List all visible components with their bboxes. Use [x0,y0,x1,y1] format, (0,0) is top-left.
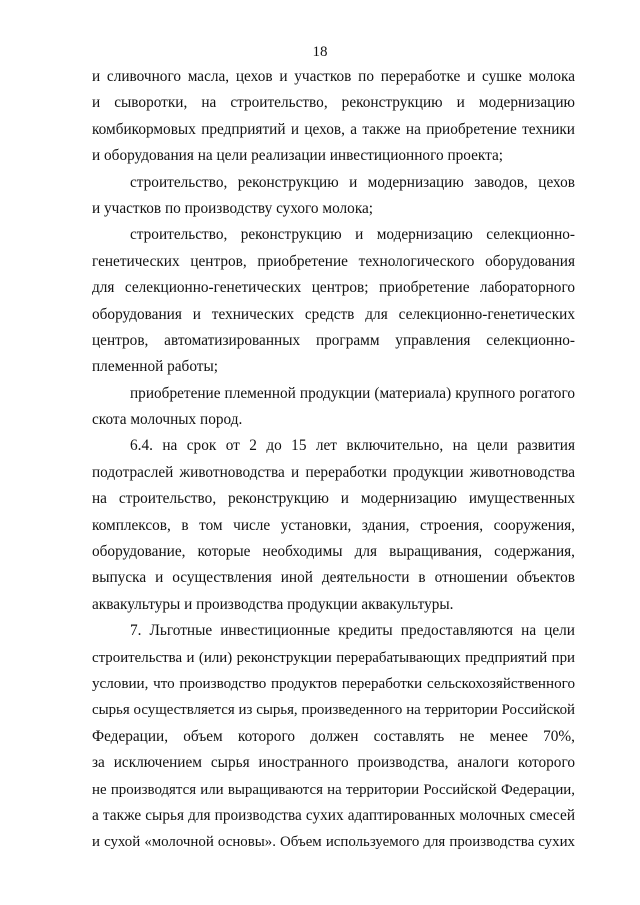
text-line: сырья осуществляется из сырья, произведенного на территории Российской [92,702,575,719]
text-line: а также сырья для производства сухих адаптированных молочных смесей [92,806,575,824]
text-line: строительство, реконструкцию и модернизацию селекционно- [130,226,575,244]
document-body [92,64,575,856]
text-line: скота молочных пород. [92,411,243,429]
text-line: 7. Льготные инвестиционные кредиты предоставляются на цели [130,622,575,640]
page-number: 18 [312,44,328,60]
text-line: и участков по производству сухого молока; [92,199,374,217]
text-line: приобретение племенной продукции (материала) крупного рогатого [130,384,575,402]
text-line: племенной работы; [92,358,218,376]
text-line: выпуска и осуществления иной деятельности в отношении объектов [92,569,575,587]
text-line: комплексов, в том числе установки, здания, строения, сооружения, [92,516,575,534]
text-line: аквакультуры и производства продукции аквакультуры. [92,595,454,613]
text-line: за исключением сырья иностранного производства, аналоги которого [92,754,575,772]
text-line: на строительство, реконструкцию и модернизацию имущественных [92,490,575,508]
text-line: строительство, реконструкцию и модернизацию заводов, цехов [130,173,575,191]
text-line: оборудования и технических средств для селекционно-генетических [92,305,575,323]
text-line: и сливочного масла, цехов и участков по переработке и сушке молока [92,68,575,85]
text-line: 6.4. на срок от 2 до 15 лет включительно, на цели развития [130,437,575,455]
text-line: и сухой «молочной основы». Объем используемого для производства сухих [92,834,575,851]
text-line: строительства и (или) реконструкции перерабатывающих предприятий при [92,649,575,666]
text-line: условии, что производство продуктов переработки сельскохозяйственного [92,675,575,692]
text-line: подотраслей животноводства и переработки продукции животноводства [92,463,575,481]
text-line: комбикормовых предприятий и цехов, а также на приобретение техники [92,120,575,138]
text-line: и оборудования на цели реализации инвестиционного проекта; [92,147,504,165]
text-line: и сыворотки, на строительство, реконструкцию и модернизацию [92,94,575,112]
text-line: для селекционно-генетических центров; приобретение лабораторного [92,279,575,297]
text-line: не производятся или выращиваются на территории Российской Федерации, [92,781,575,798]
text-line: Федерации, объем которого должен составлять не менее 70%, [92,727,575,745]
text-line: генетических центров, приобретение технологического оборудования [92,252,575,270]
text-line: оборудование, которые необходимы для выращивания, содержания, [92,543,575,561]
text-line: центров, автоматизированных программ управления селекционно- [92,331,575,349]
